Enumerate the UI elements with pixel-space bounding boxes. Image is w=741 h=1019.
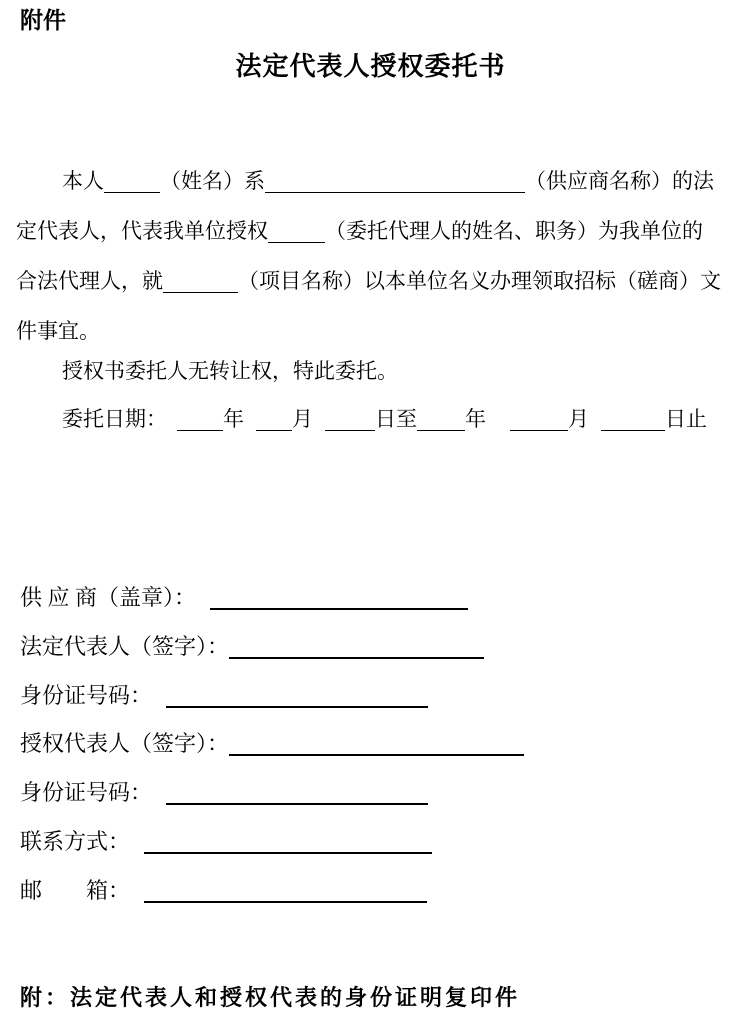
fill-in-blank	[325, 409, 375, 431]
signature-label: 身份证号码：	[20, 683, 153, 708]
line-text: 件事宜。	[16, 319, 100, 343]
line-text: （项目名称）以本单位名义办理领取招标（磋商）文	[238, 269, 721, 293]
signature-label: 法定代表人（签字）：	[20, 634, 230, 659]
signature-row	[20, 632, 484, 662]
line-text: （供应商名称）的法	[525, 169, 714, 193]
signature-label: 邮 箱：	[20, 878, 131, 903]
paragraph-line	[16, 216, 703, 246]
spacer	[130, 848, 144, 849]
fill-in-blank	[166, 781, 428, 805]
spacer	[486, 425, 510, 426]
fill-in-blank	[256, 409, 292, 431]
signature-row	[20, 681, 428, 711]
fill-in-blank	[177, 409, 223, 431]
spacer	[244, 425, 256, 426]
signature-row	[20, 876, 427, 906]
spacer	[152, 799, 166, 800]
line-text: 委托日期：	[62, 407, 167, 431]
fill-in-blank	[104, 171, 160, 193]
fill-in-blank	[601, 409, 665, 431]
fill-in-blank	[265, 171, 525, 193]
fill-in-blank	[417, 409, 465, 431]
fill-in-blank	[229, 732, 524, 756]
spacer	[589, 425, 601, 426]
date-line	[62, 404, 707, 434]
signature-row	[20, 778, 428, 808]
paragraph-line	[62, 356, 398, 386]
fill-in-blank	[510, 409, 568, 431]
line-text: 授权书委托人无转让权，特此委托。	[62, 359, 398, 383]
paragraph-line	[62, 166, 714, 196]
spacer	[313, 425, 325, 426]
line-text: 定代表人，代表我单位授权	[16, 219, 268, 243]
signature-row	[20, 827, 432, 857]
fill-in-blank	[166, 684, 428, 708]
fill-in-blank	[144, 830, 432, 854]
line-text: 日止	[665, 407, 707, 431]
fill-in-blank	[268, 221, 325, 243]
paragraph-line	[16, 266, 721, 296]
line-text: （姓名）系	[160, 169, 265, 193]
signature-row	[20, 583, 468, 613]
fill-in-blank	[144, 879, 427, 903]
spacer	[152, 702, 166, 703]
line-text: 年	[223, 407, 244, 431]
line-text: 月	[292, 407, 313, 431]
paragraph-line	[16, 316, 100, 346]
line-text: 年	[465, 407, 486, 431]
fill-in-blank	[163, 271, 238, 293]
line-text: 月	[568, 407, 589, 431]
signature-row	[20, 729, 524, 759]
attachment-label: 附件	[20, 8, 66, 33]
fill-in-blank	[210, 586, 468, 610]
spacer	[130, 897, 144, 898]
spacer	[167, 425, 177, 426]
spacer	[196, 604, 210, 605]
line-text: （委托代理人的姓名、职务）为我单位的	[325, 219, 703, 243]
signature-label: 联系方式：	[20, 829, 131, 854]
signature-label: 授权代表人（签字）：	[20, 731, 230, 756]
footer-note: 附：法定代表人和授权代表的身份证明复印件	[20, 985, 521, 1010]
signature-label: 身份证号码：	[20, 780, 153, 805]
signature-label: 供 应 商（盖章）：	[20, 585, 197, 610]
line-text: 本人	[62, 169, 104, 193]
document-title: 法定代表人授权委托书	[235, 52, 506, 81]
fill-in-blank	[229, 635, 484, 659]
line-text: 日至	[375, 407, 417, 431]
line-text: 合法代理人，就	[16, 269, 163, 293]
